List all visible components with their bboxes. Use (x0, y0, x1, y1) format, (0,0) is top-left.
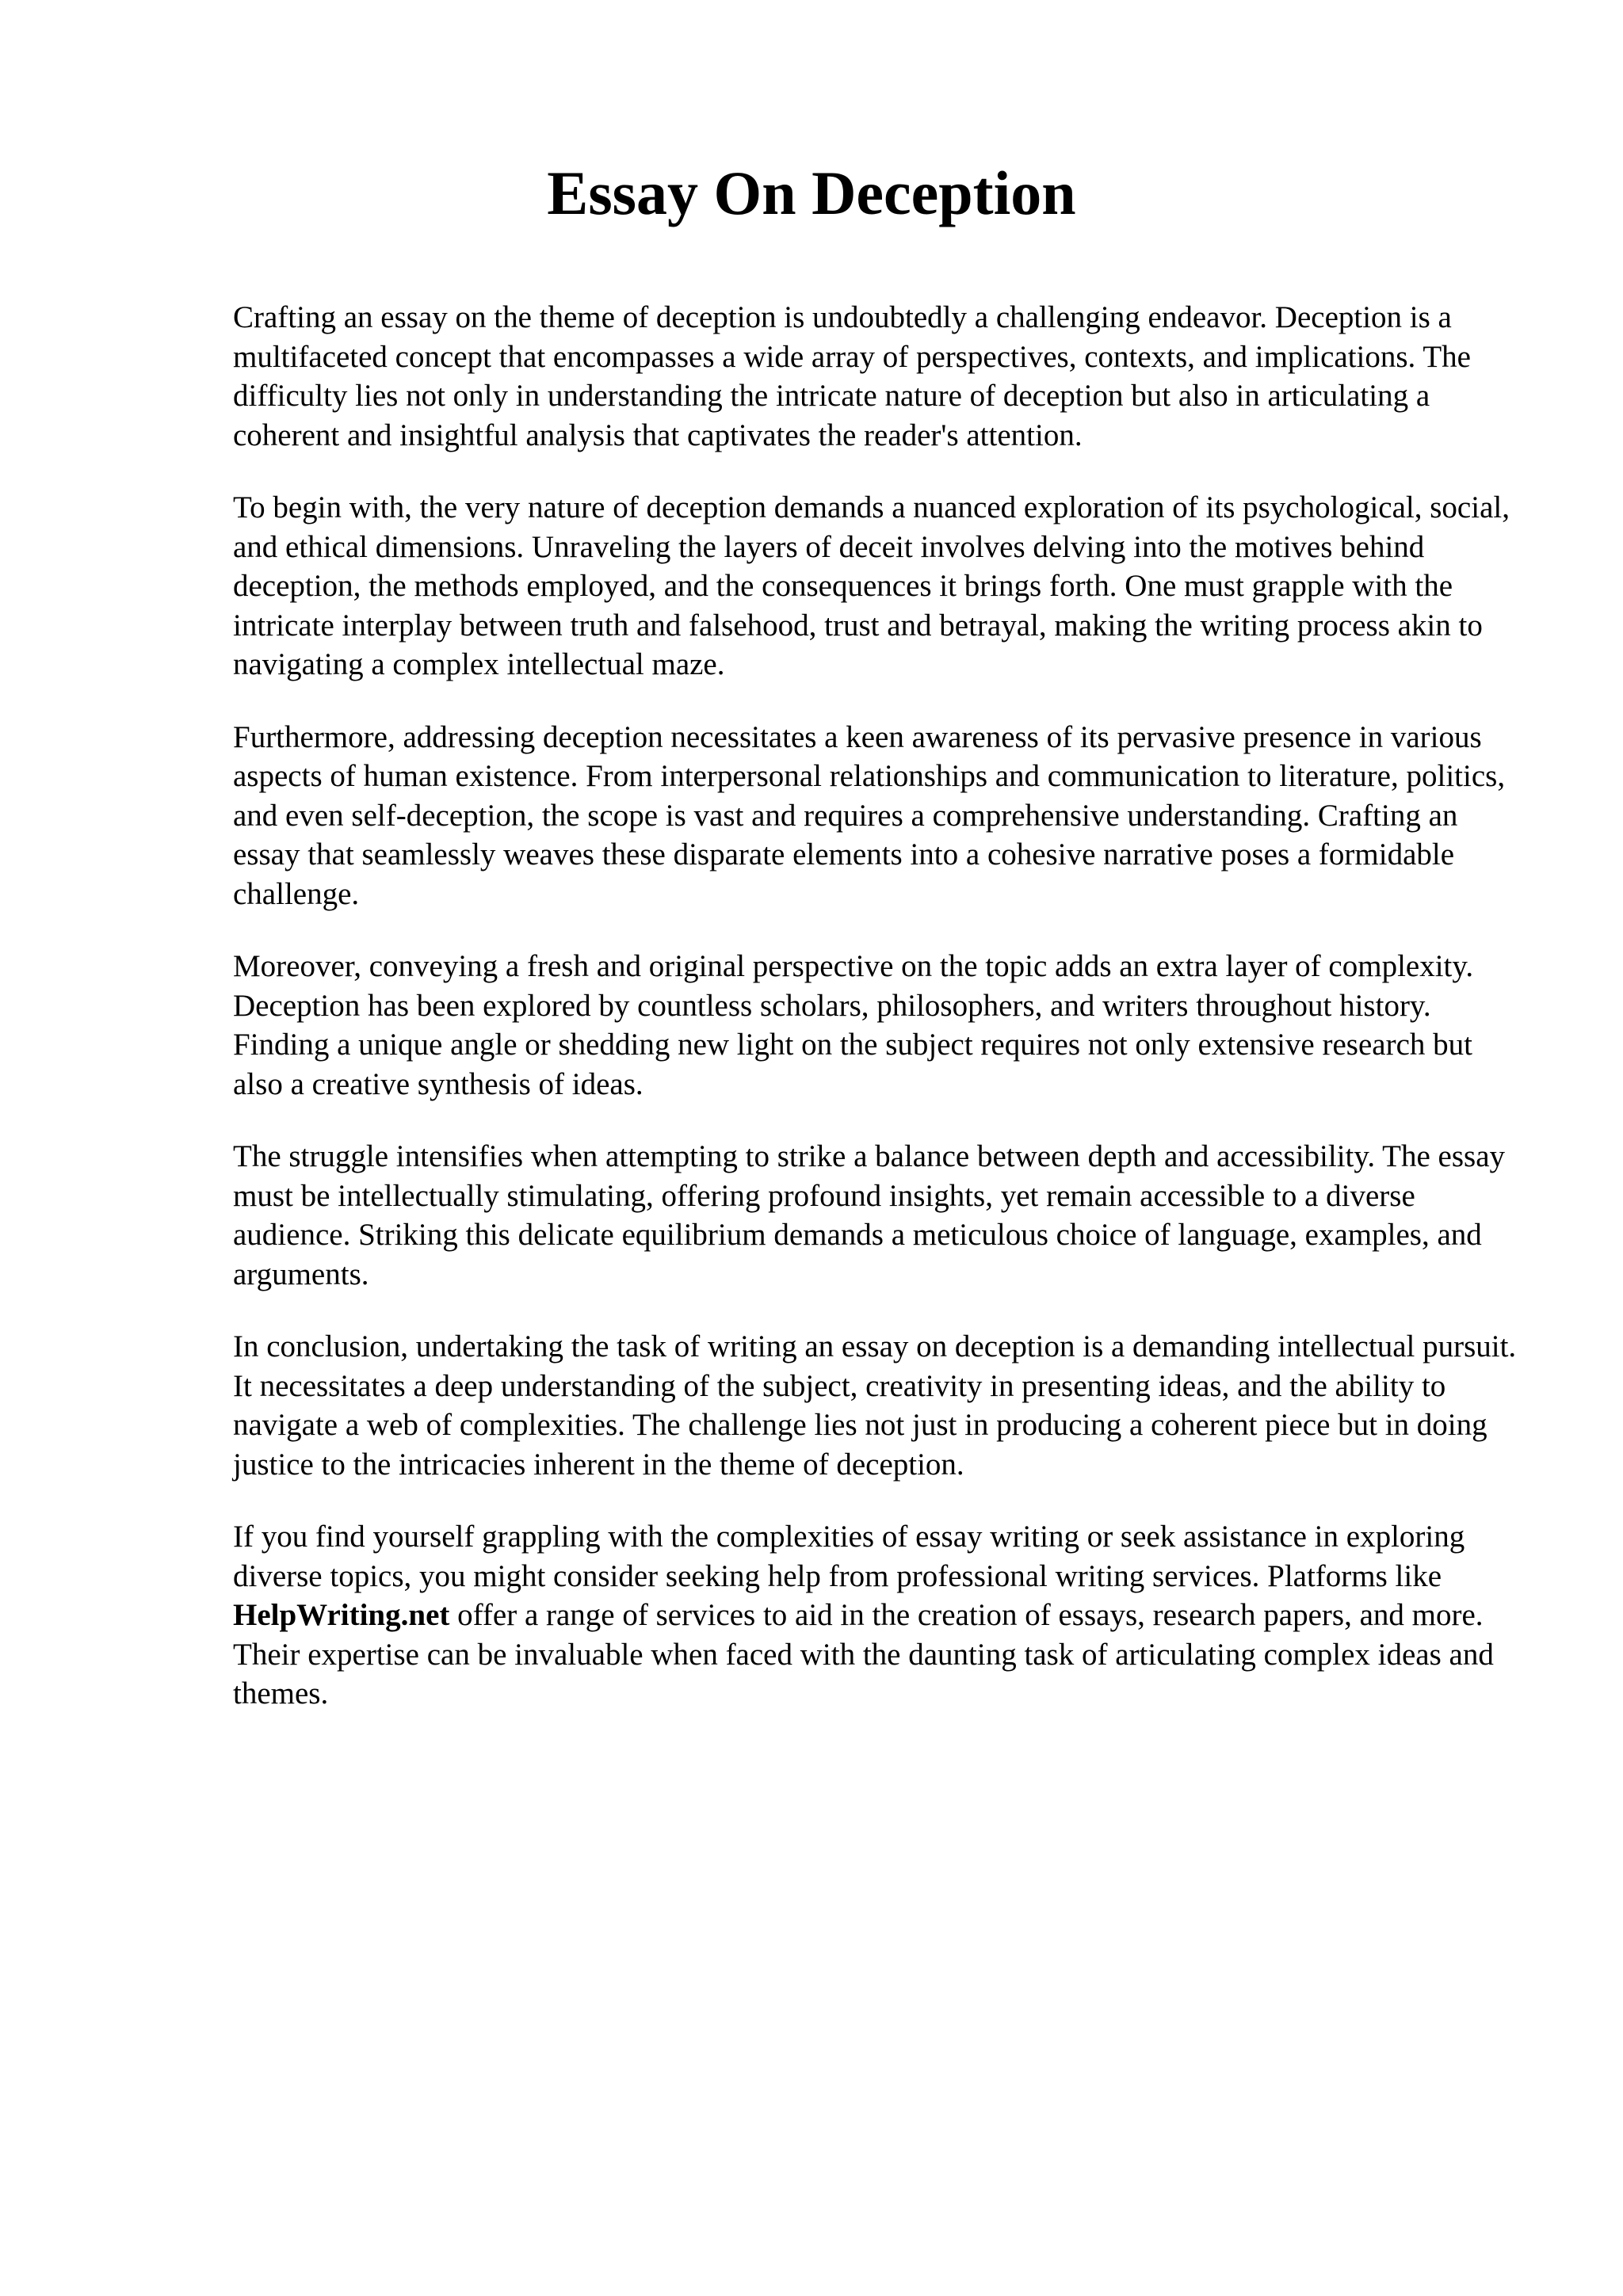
paragraph-4: Moreover, conveying a fresh and original perspective on the topic adds an extra layer of complexity. Deception has been explored by countless scholars, philosophers, and writers throughout history. Finding a unique angle or shedding new light on the subject requires not only extensive research but also a creative synthesis of ideas. (233, 949, 1474, 1101)
paragraph-5: The struggle intensifies when attempting to strike a balance between depth and accessibility. The essay must be intellectually stimulating, offering profound insights, yet remain accessible to a diverse audience. Striking this delicate equilibrium demands a meticulous choice of language, examples, and arguments. (233, 1139, 1505, 1291)
document-body (233, 298, 1525, 1747)
paragraph-2: To begin with, the very nature of deception demands a nuanced exploration of its psychological, social, and ethical dimensions. Unraveling the layers of deceit involves delving into the motives behind deception, the methods employed, and the consequences it brings forth. One must grapple with the intricate interplay between truth and falsehood, trust and betrayal, making the writing process akin to navigating a complex intellectual maze. (233, 490, 1510, 681)
paragraph-7 (233, 1517, 1525, 1714)
paragraph-6: In conclusion, undertaking the task of writing an essay on deception is a demanding intellectual pursuit. It necessitates a deep understanding of the subject, creativity in presenting ideas, and the ability to navigate a web of complexities. The challenge lies not just in producing a coherent piece but in doing justice to the intricacies inherent in the theme of deception. (233, 1329, 1517, 1482)
document-title: Essay On Deception (547, 158, 1076, 227)
paragraph-1: Crafting an essay on the theme of deception is undoubtedly a challenging endeavor. Deception is a multifaceted concept that encompasses a wide array of perspectives, contexts, and implications. The difficulty lies not only in understanding the intricate nature of deception but also in articulating a coherent and insightful analysis that captivates the reader's attention. (233, 300, 1471, 452)
paragraph-7-text-before-link: If you find yourself grappling with the complexities of essay writing or seek assistance in exploring diverse topics, you might consider seeking help from professional writing services. Platforms like (233, 1520, 1465, 1593)
paragraph-7-text-after-link: offer a range of services to aid in the creation of essays, research papers, and more. Their expertise can be invaluable when faced with the daunting task of articulating complex ideas and themes. (233, 1598, 1494, 1711)
paragraph-3: Furthermore, addressing deception necessitates a keen awareness of its pervasive presence in various aspects of human existence. From interpersonal relationships and communication to literature, politics, and even self-deception, the scope is vast and requires a comprehensive understanding. Crafting an essay that seamlessly weaves these disparate elements into a cohesive narrative poses a formidable challenge. (233, 719, 1506, 911)
helpwriting-link[interactable]: HelpWriting.net (233, 1598, 450, 1632)
